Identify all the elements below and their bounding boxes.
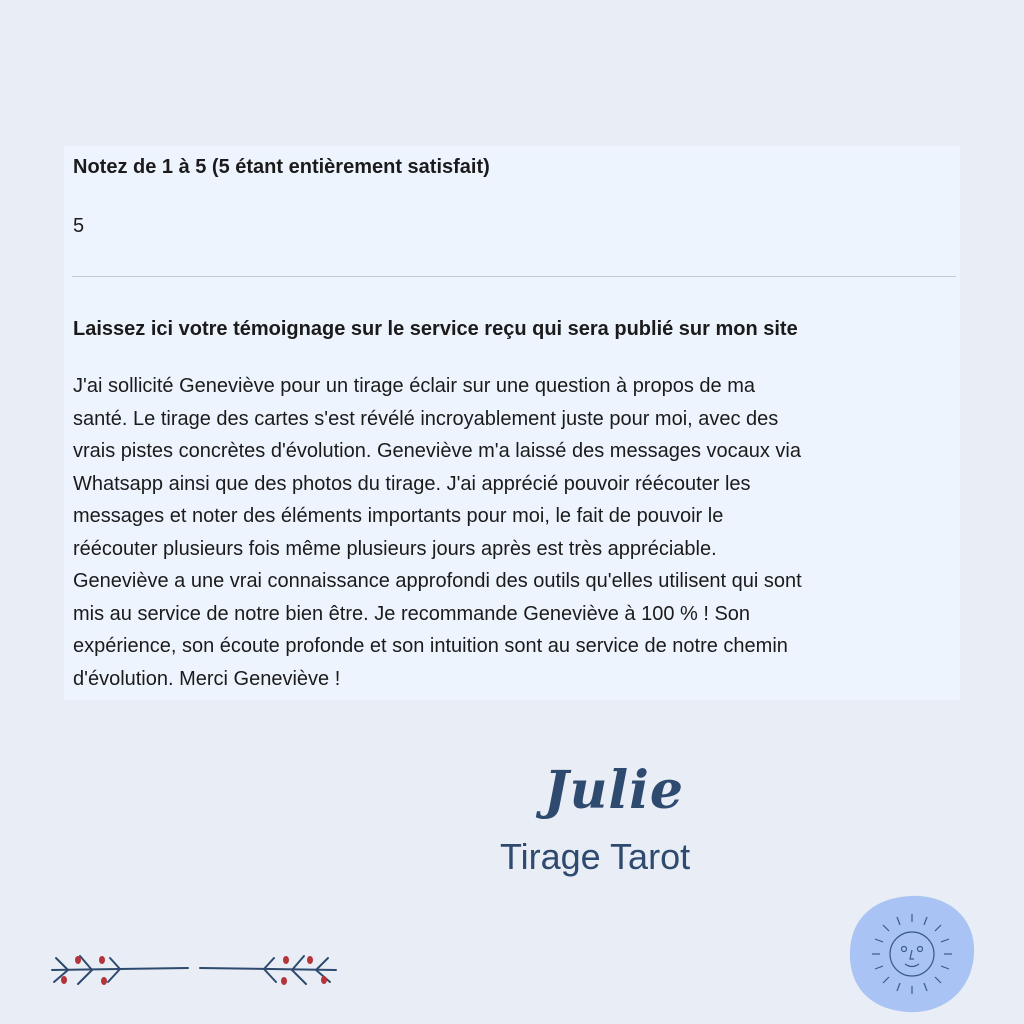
testimonial-line: d'évolution. Merci Geneviève !: [73, 667, 341, 690]
testimonial-card: [64, 146, 960, 700]
testimonial-line: messages et noter des éléments importants pour moi, le fait de pouvoir le: [73, 505, 724, 527]
signature-name: Julie: [544, 760, 685, 821]
testimonial-question: Laissez ici votre témoignage sur le service reçu qui sera publié sur mon site: [73, 318, 798, 340]
sun-icon: [846, 892, 978, 1016]
testimonial-line: santé. Le tirage des cartes s'est révélé incroyablement juste pour moi, avec des: [73, 407, 779, 430]
divider: [72, 276, 956, 277]
testimonial-line: J'ai sollicité Geneviève pour un tirage éclair sur une question à propos de ma: [73, 375, 755, 397]
rating-question: Notez de 1 à 5 (5 étant entièrement satisfait): [73, 156, 490, 178]
service-name: Tirage Tarot: [500, 836, 691, 877]
testimonial-line: expérience, son écoute profonde et son intuition sont au service de notre chemin: [73, 635, 788, 657]
rating-answer: 5: [73, 215, 85, 237]
testimonial-text: [73, 370, 957, 695]
testimonial-line: vrais pistes concrètes d'évolution. Geneviève m'a laissé des messages vocaux via: [73, 440, 801, 462]
branch-icon: [48, 948, 340, 996]
testimonial-line: Whatsapp ainsi que des photos du tirage. J'ai apprécié pouvoir réécouter les: [73, 472, 751, 495]
testimonial-line: Geneviève a une vrai connaissance approfondi des outils qu'elles utilisent qui sont: [73, 570, 802, 592]
testimonial-line: mis au service de notre bien être. Je recommande Geneviève à 100 % ! Son: [73, 602, 751, 625]
testimonial-line: réécouter plusieurs fois même plusieurs jours après est très appréciable.: [73, 537, 717, 560]
